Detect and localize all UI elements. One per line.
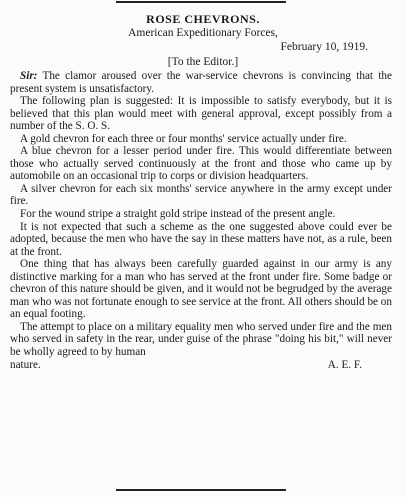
paragraph-9: The attempt to place on a military equality men who served under fire and the men who served in safety in the rear, under guise of the phrase "doing his bit," will never be wholly agreed to by human (10, 320, 392, 359)
headline: ROSE CHEVRONS. (146, 12, 260, 26)
paragraph-6: For the wound stripe a straight gold stripe instead of the present angle. (20, 208, 336, 221)
paragraph-1 (10, 70, 392, 95)
paragraph-8: One thing that has always been carefully guarded against in our army is any distinctive marking for a man who has served at the front under fire. Some badge or chevron of this nature should be given, and it would not be begrudged by the average man who was not fortunate enough to see service at the front. All others should be on an equal footing. (10, 258, 392, 321)
top-divider-rule (116, 1, 286, 3)
dateline: February 10, 1919. (280, 41, 368, 53)
signature-line (10, 359, 392, 372)
to-editor-line: [To the Editor.] (167, 56, 239, 68)
paragraph-2: The following plan is suggested: It is impossible to satisfy everybody, but it is believed that this plan would meet with general approval, except possibly from a number of the S. O. S. (10, 95, 392, 133)
paragraph-4: A blue chevron for a lesser period under fire. This would differentiate between those who actually served continuously at the front and those who came up by automobile on an occasional trip to corps or division headquarters. (10, 145, 392, 183)
closing-word: nature. (10, 358, 41, 371)
paragraph-1-text: The clamor aroused over the war-service chevrons is convincing that the present system is unsatisfactory. (10, 70, 392, 95)
bottom-divider-rule (116, 489, 286, 491)
salutation: Sir: (20, 70, 38, 82)
subhead: American Expeditionary Forces, (128, 27, 278, 39)
paragraph-5: A silver chevron for each six months' service anywhere in the army except under fire. (10, 182, 392, 208)
paragraph-7: It is not expected that such a scheme as the one suggested above could ever be adopted, because the men who have the say in these matters have not, as a rule, been at the front. (10, 220, 392, 258)
letter-body (10, 70, 392, 371)
paragraph-3: A gold chevron for each three or four months' service actually under fire. (20, 132, 347, 145)
signature: A. E. F. (327, 358, 362, 371)
